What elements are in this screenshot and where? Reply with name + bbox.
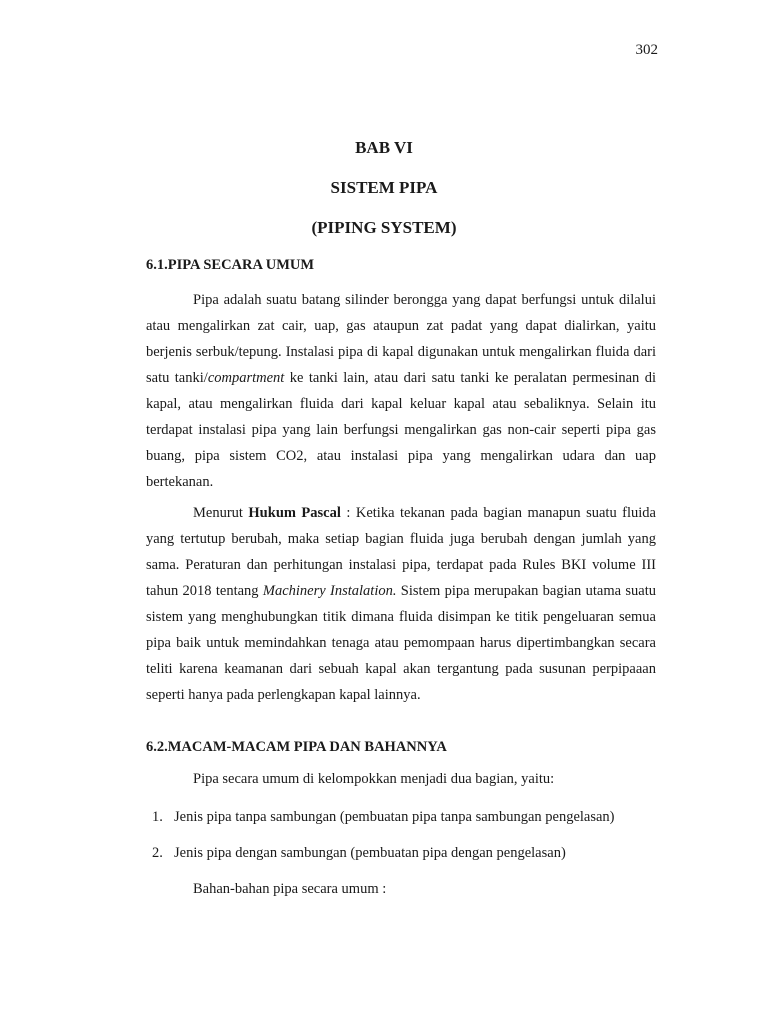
list-item: [152, 845, 566, 862]
paragraph-text: ke tanki lain, atau dari satu tanki ke peralatan permesinan di kapal, atau mengalirkan fluida dari kapal keluar kapal atau sebaliknya. Selain itu terdapat instalasi pipa yang lain berfungsi mengalirkan gas non-cair seperti pipa gas buang, pipa sistem CO2, atau instalasi pipa yang mengalirkan udara dan uap bertekanan.: [146, 370, 656, 490]
list-item: [152, 809, 615, 826]
paragraph-pipe-types-intro: Pipa secara umum di kelompokkan menjadi dua bagian, yaitu:: [193, 771, 555, 787]
paragraph-text: : Ketika tekanan pada bagian manapun suatu fluida yang tertutup berubah, maka setiap bagian fluida juga berubah dengan jumlah yang sama. Peraturan dan perhitungan instalasi pipa, terdapat pada Rules BKI volume III tahun 2018 tentang: [146, 505, 656, 599]
paragraph-pascal-law: [146, 500, 656, 708]
bold-term: Hukum Pascal: [248, 505, 341, 521]
paragraph-text: Menurut: [193, 505, 249, 521]
list-text: Jenis pipa tanpa sambungan (pembuatan pipa tanpa sambungan pengelasan): [174, 809, 615, 825]
chapter-title: BAB VI: [355, 138, 413, 157]
section-heading-6-2: 6.2.MACAM-MACAM PIPA DAN BAHANNYA: [146, 739, 447, 755]
paragraph-text: Sistem pipa merupakan bagian utama suatu sistem yang menghubungkan titik dimana fluida disimpan ke titik pengeluaran semua pipa baik untuk memindahkan tenaga atau pemompaan harus dipertimbangkan secara teliti karena keamanan dari sebuah kapal akan tergantung pada susunan perpipaaan seperti hanya pada perlengkapan kapal lainnya.: [146, 583, 656, 703]
document-title: SISTEM PIPA: [330, 178, 438, 197]
italic-term: compartment: [207, 370, 285, 386]
paragraph-pipe-definition: [146, 287, 656, 495]
italic-term: Machinery Instalation.: [262, 583, 397, 599]
paragraph-text: Pipa adalah suatu batang silinder berongga yang dapat berfungsi untuk dilalui atau mengalirkan zat cair, uap, gas ataupun zat padat yang dapat dialirkan, yaitu berjenis serbuk/tepung. Instalasi pipa di kapal digunakan untuk mengalirkan fluida dari satu tanki/: [146, 292, 656, 386]
section-heading-6-1: 6.1.PIPA SECARA UMUM: [146, 257, 315, 273]
list-number: 2.: [152, 845, 163, 861]
paragraph-materials-intro: Bahan-bahan pipa secara umum :: [193, 881, 387, 897]
list-text: Jenis pipa dengan sambungan (pembuatan pipa dengan pengelasan): [174, 845, 566, 861]
document-subtitle: (PIPING SYSTEM): [311, 218, 457, 237]
list-number: 1.: [152, 809, 163, 825]
page-number: 302: [635, 42, 658, 58]
